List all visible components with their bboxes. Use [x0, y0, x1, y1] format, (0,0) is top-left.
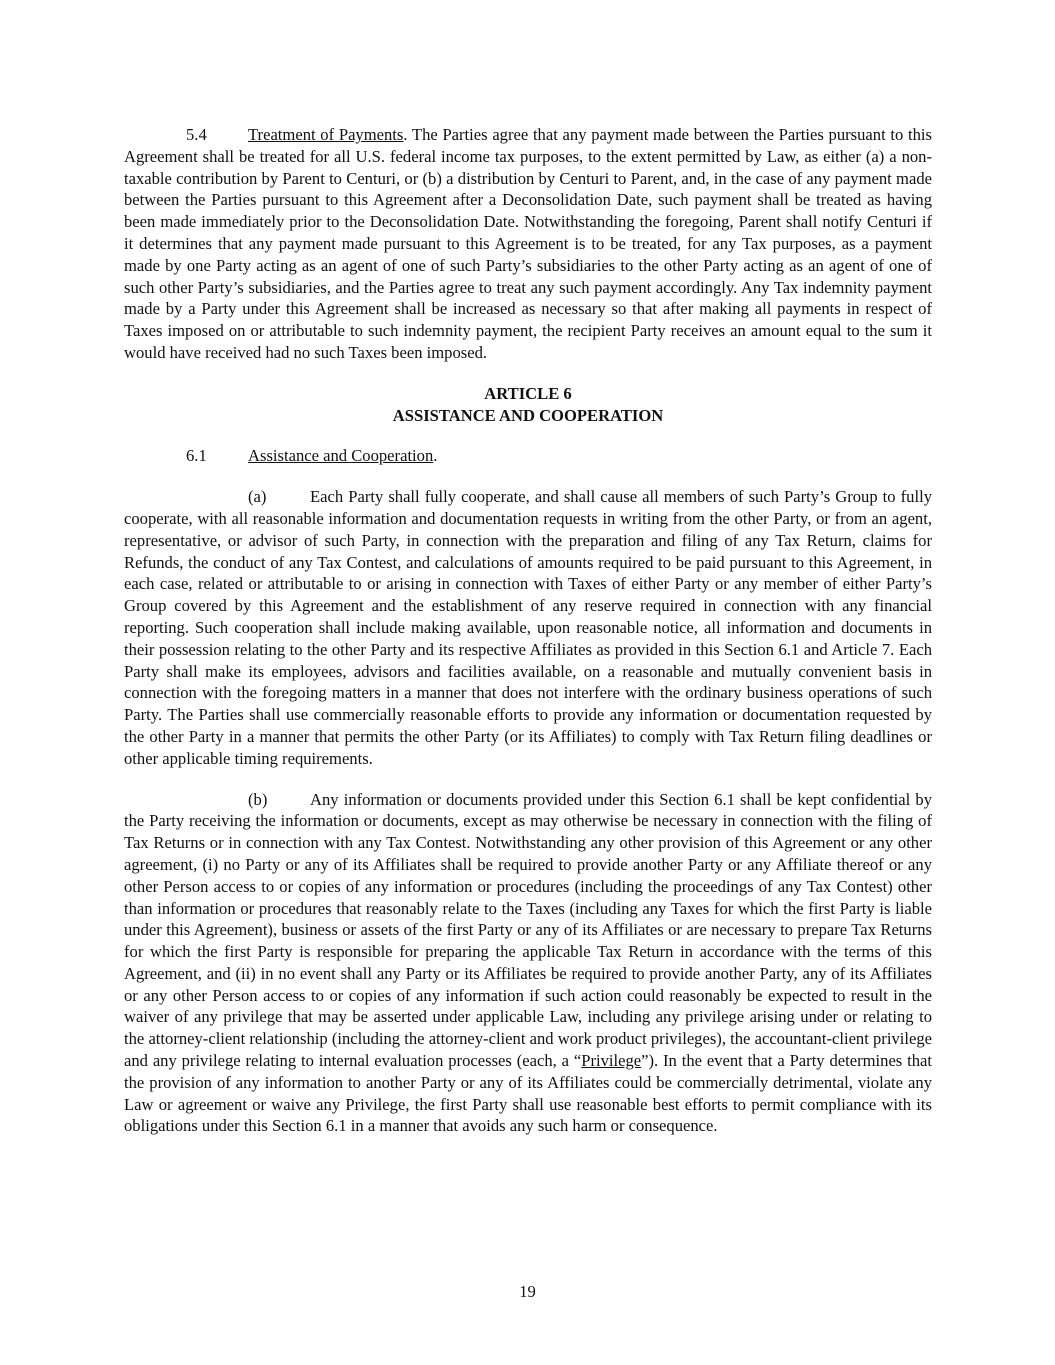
section-6-1-a-label: (a) — [248, 487, 267, 507]
page-number: 19 — [519, 1282, 536, 1301]
article-6-heading-line2: ASSISTANCE AND COOPERATION — [392, 405, 664, 425]
section-6-1-b-paragraph — [124, 789, 932, 1138]
section-6-1-b-text-before: Any information or documents provided under this Section 6.1 shall be kept confidential by the Party receiving the information or documents, except as may otherwise be necessary in connection with the filing of Tax Returns or in connection with any Tax Contest. Notwithstanding any other provision of this Agreement or any other agreement, (i) no Party or any of its Affiliates shall be required to provide another Party or any Affiliate thereof or any other Person access to or copies of any information or procedures (including the proceedings of any Tax Contest) other than information or procedures that reasonably relate to the Taxes (including any Taxes for which the first Party is liable under this Agreement), business or assets of the first Party or any of its Affiliates or are necessary to prepare Tax Returns for which the first Party is responsible for preparing the applicable Tax Return in accordance with the terms of this Agreement, and (ii) in no event shall any Party or its Affiliates be required to provide another Party, any of its Affiliates or any other Person access to or copies of any information if such action could reasonably be expected to result in the waiver of any privilege that may be asserted under applicable Law, including any privilege arising under or relating to the attorney-client relationship (including the attorney-client and work product privileges), the accountant-client privilege and any privilege relating to internal evaluation processes (each, a “ — [124, 789, 932, 1071]
section-5-4-body: . The Parties agree that any payment made between the Parties pursuant to this Agreement shall be treated for all U.S. federal income tax purposes, to the extent permitted by Law, as either (a) a non-taxable contribution by Parent to Centuri, or (b) a distribution by Centuri to Parent, and, in the case of any payment made between the Parties pursuant to this Agreement after a Deconsolidation Date, such payment shall be treated as having been made immediately prior to the Deconsolidation Date. Notwithstanding the foregoing, Parent shall notify Centuri if it determines that any payment made pursuant to this Agreement is to be treated, for any Tax purposes, as a payment made by one Party acting as an agent of one of such Party’s subsidiaries to the other Party acting as an agent of one of such other Party’s subsidiaries, and the Parties agree to treat any such payment accordingly. Any Tax indemnity payment made by a Party under this Agreement shall be increased as necessary so that after making all payments in respect of Taxes imposed on or attributable to such indemnity payment, the recipient Party receives an amount equal to the sum it would have received had no such Taxes been imposed. — [124, 125, 932, 362]
privilege-defined-term: Privilege — [581, 1051, 642, 1071]
section-6-1-a-paragraph — [124, 486, 932, 769]
section-5-4-paragraph — [124, 124, 932, 364]
section-5-4-title: Treatment of Payments — [248, 125, 404, 144]
section-6-1-number: 6.1 — [186, 446, 207, 466]
section-6-1-title-suffix: . — [433, 446, 438, 466]
section-6-1-heading — [124, 445, 932, 467]
document-page — [124, 124, 932, 1137]
article-6-heading-line1: ARTICLE 6 — [484, 383, 572, 403]
section-6-1-b-text-after: ”). In the event that a Party determines that the provision of any information to another Party or any of its Affiliates could be commercially detrimental, violate any Law or agreement or waive any Privilege, the first Party shall use reasonable best efforts to permit compliance with its obligations under this Section 6.1 in a manner that avoids any such harm or consequence. — [124, 1051, 932, 1136]
section-6-1-b-label: (b) — [248, 789, 268, 809]
section-5-4-number: 5.4 — [186, 125, 207, 144]
section-6-1-a-text: Each Party shall fully cooperate, and shall cause all members of such Party’s Group to fully cooperate, with all reasonable information and documentation requests in writing from the other Party, or from an agent, representative, or advisor of such Party, in connection with the preparation and filing of any Tax Return, claims for Refunds, the conduct of any Tax Contest, and calculations of amounts required to be paid pursuant to this Agreement, in each case, related or attributable to or arising in connection with Taxes of either Party or any member of either Party’s Group covered by this Agreement and the establishment of any reserve required in connection with any financial reporting. Such cooperation shall include making available, upon reasonable notice, all information and documents in their possession relating to the other Party and its respective Affiliates as provided in this Section 6.1 and Article 7. Each Party shall make its employees, advisors and facilities available, on a reasonable and mutually convenient basis in connection with the foregoing matters in a manner that does not interfere with the ordinary business operations of such Party. The Parties shall use commercially reasonable efforts to provide any information or documentation requested by the other Party in a manner that permits the other Party (or its Affiliates) to comply with Tax Return filing deadlines or other applicable timing requirements. — [124, 487, 932, 768]
section-6-1-title: Assistance and Cooperation — [248, 446, 434, 466]
